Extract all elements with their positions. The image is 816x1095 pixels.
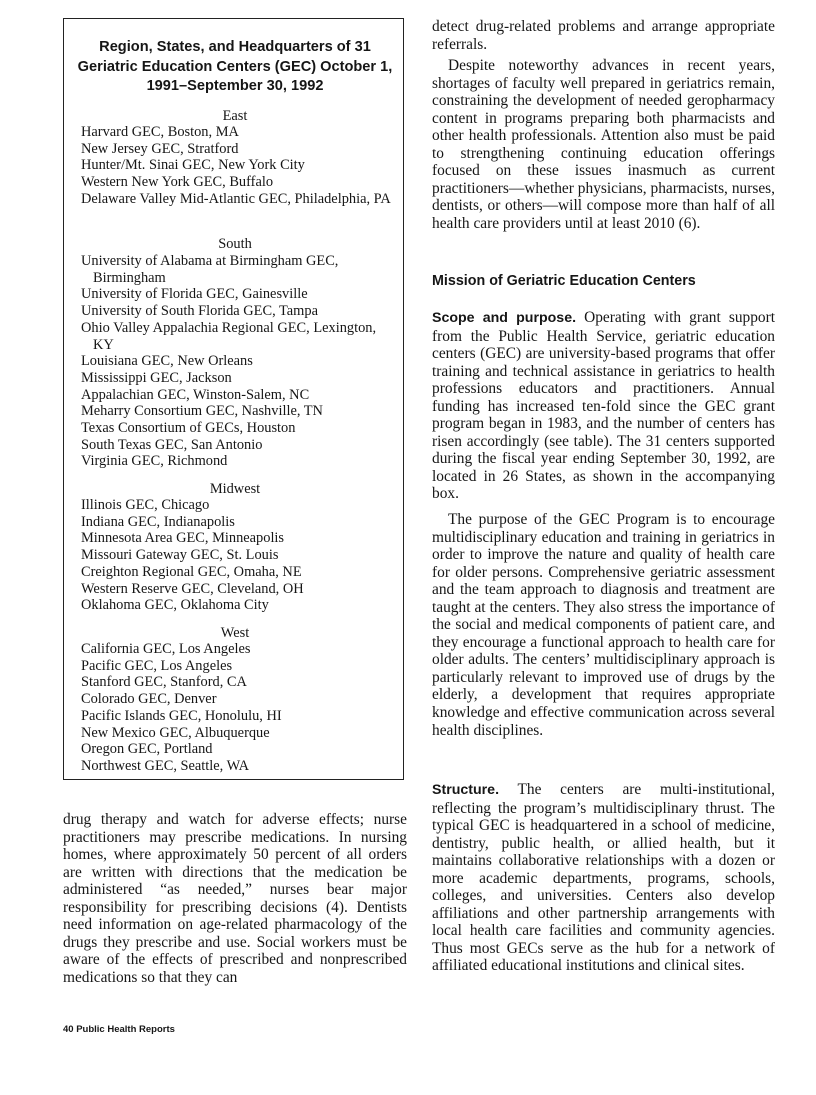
region-list-west: [81, 641, 393, 775]
list-item: Northwest GEC, Seattle, WA: [81, 757, 249, 774]
list-item: South Texas GEC, San Antonio: [81, 436, 263, 453]
list-item: University of Alabama at Birmingham GEC, Birmingham: [81, 253, 339, 286]
list-item: Oklahoma GEC, Oklahoma City: [81, 597, 269, 614]
list-item: Western Reserve GEC, Cleveland, OH: [81, 580, 304, 597]
body-paragraph: [432, 781, 775, 975]
list-item: Louisiana GEC, New Orleans: [81, 353, 253, 370]
list-item: Creighton Regional GEC, Omaha, NE: [81, 563, 302, 580]
region-heading-east: East: [222, 108, 248, 124]
list-item: University of South Florida GEC, Tampa: [81, 303, 318, 320]
list-item: Virginia GEC, Richmond: [81, 453, 228, 470]
box-title: Region, States, and Headquarters of 31 Geriatric Education Centers (GEC) October 1, 1991–September 30, 1992: [77, 39, 393, 94]
paragraph-text: The centers are multi-institutional, reflecting the program’s multidisciplinary thrust. The typical GEC is headquartered in a school of medicine, dentistry, public health, or allied health, but it maintains collaborative relationships with a dozen or more academic departments, programs, schools, colleges, and universities. Centers also develop affiliations and other partnership arrangements with local health care facilities and community agencies. Thus most GECs serve as the hub for a network of affiliated educational institutions and clinical sites.: [432, 781, 775, 975]
list-item: Oregon GEC, Portland: [81, 741, 213, 758]
body-paragraph: Despite noteworthy advances in recent years, shortages of faculty well prepared in geriatrics remain, constraining the development of needed geropharmacy content in programs preparing both pharmacists and other health professionals. Attention also must be paid to strengthening continuing education offerings focused on these issues inasmuch as current practitioners—whether physicians, pharmacists, nurses, dentists, or others—will compose more than half of all health care providers until at least 2010 (6).: [432, 57, 775, 232]
region-heading-west: West: [220, 625, 250, 641]
page-footer: 40 Public Health Reports: [63, 1024, 175, 1035]
list-item: Illinois GEC, Chicago: [81, 497, 210, 513]
list-item: Hunter/Mt. Sinai GEC, New York City: [81, 157, 305, 174]
list-item: Missouri Gateway GEC, St. Louis: [81, 547, 279, 564]
region-heading-south: South: [218, 236, 252, 252]
body-paragraph: The purpose of the GEC Program is to encourage multidisciplinary education and training in geriatrics in order to improve the nature and quality of health care for older persons. Comprehensive geriatric assessment and the team approach to diagnosis and treatment are taught at the centers. They also stress the importance of the social and medical components of patient care, and they encourage a functional approach to health care for older adults. The centers’ multidisciplinary approach is particularly relevant to improved use of drugs by the elderly, a development that requires appropriate knowledge and effective communication across several health disciplines.: [432, 511, 775, 739]
list-item: New Jersey GEC, Stratford: [81, 140, 239, 157]
paragraph-text: Operating with grant support from the Public Health Service, geriatric education centers (GEC) are university-based programs that offer training and technical assistance in geriatrics to health professions educators and practitioners. Annual funding has increased ten-fold since the GEC grant program began in 1983, and the number of centers has risen accordingly (see table). The 31 centers supported during the fiscal year ending September 30, 1992, are located in 26 States, as shown in the accompanying box.: [432, 309, 775, 503]
list-item: Harvard GEC, Boston, MA: [81, 124, 239, 140]
list-item: Stanford GEC, Stanford, CA: [81, 674, 247, 691]
list-item: University of Florida GEC, Gainesville: [81, 286, 308, 303]
run-in-heading: Scope and purpose.: [432, 310, 577, 326]
list-item: Appalachian GEC, Winston-Salem, NC: [81, 386, 310, 403]
section-heading: Mission of Geriatric Education Centers: [432, 273, 696, 289]
body-paragraph: drug therapy and watch for adverse effects; nurse practitioners may prescribe medications. In nursing homes, where approximately 50 percent of all orders are written with directions that the medication be administered “as needed,” nurses bear major responsibility for prescribing decisions (4). Dentists need information on age-related pharmacology of the drugs they prescribe and use. Social workers must be aware of the effects of prescribed and nonprescribed medications so that they can: [63, 811, 407, 986]
region-list-midwest: [81, 497, 393, 614]
list-item: Meharry Consortium GEC, Nashville, TN: [81, 403, 323, 420]
region-list-south: [81, 253, 393, 470]
list-item: Pacific GEC, Los Angeles: [81, 657, 233, 674]
list-item: Ohio Valley Appalachia Regional GEC, Lexington, KY: [81, 319, 377, 353]
list-item: New Mexico GEC, Albuquerque: [81, 724, 270, 741]
region-list-east: [81, 124, 393, 208]
body-paragraph: detect drug-related problems and arrange appropriate referrals.: [432, 18, 775, 53]
list-item: Western New York GEC, Buffalo: [81, 174, 274, 191]
list-item: Pacific Islands GEC, Honolulu, HI: [81, 707, 282, 724]
list-item: Mississippi GEC, Jackson: [81, 369, 232, 386]
region-heading-midwest: Midwest: [209, 481, 261, 497]
run-in-heading: Structure.: [432, 782, 500, 798]
list-item: Colorado GEC, Denver: [81, 691, 217, 708]
list-item: California GEC, Los Angeles: [81, 641, 251, 657]
body-paragraph: [432, 309, 775, 503]
list-item: Delaware Valley Mid-Atlantic GEC, Philadelphia, PA: [81, 190, 391, 207]
list-item: Indiana GEC, Indianapolis: [81, 513, 235, 530]
list-item: Minnesota Area GEC, Minneapolis: [81, 530, 285, 547]
list-item: Texas Consortium of GECs, Houston: [81, 420, 296, 437]
